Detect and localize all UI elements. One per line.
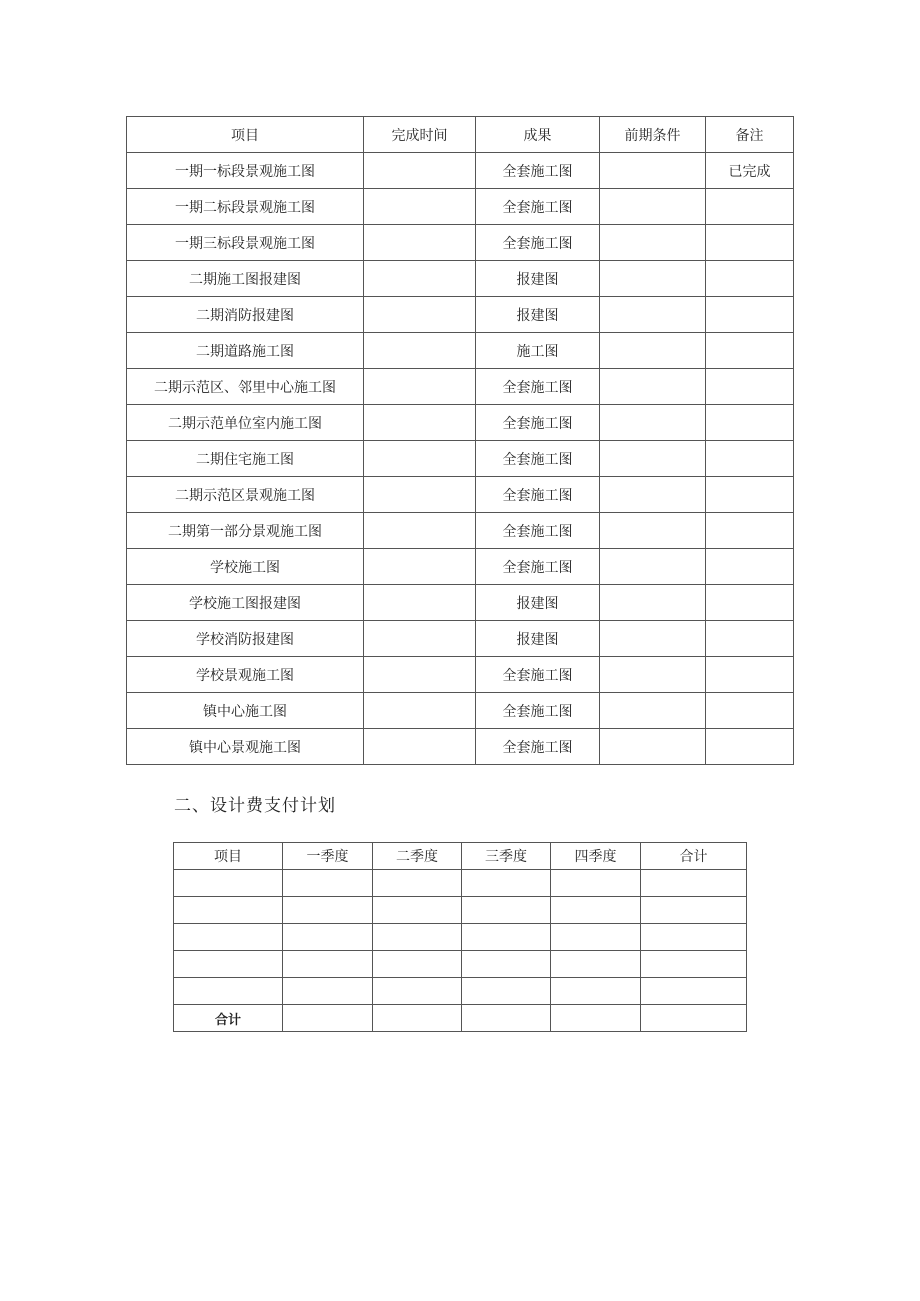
precondition-cell [600,549,706,585]
payment-cell [283,924,373,951]
note-cell: 已完成 [706,153,794,189]
payment-cell [462,924,551,951]
table-row [174,897,747,924]
note-cell [706,657,794,693]
completion-time-cell [364,333,476,369]
completion-time-cell [364,621,476,657]
payment-cell [174,924,283,951]
table-row [127,153,794,189]
result-cell: 全套施工图 [476,369,600,405]
precondition-cell [600,189,706,225]
result-cell: 全套施工图 [476,225,600,261]
precondition-cell [600,657,706,693]
payment-cell [373,870,462,897]
note-cell [706,297,794,333]
note-cell [706,261,794,297]
table-row [127,549,794,585]
completion-time-cell [364,729,476,765]
payment-cell [551,978,641,1005]
payment-cell [283,870,373,897]
payment-cell [462,870,551,897]
item-cell: 二期消防报建图 [127,297,364,333]
note-cell [706,477,794,513]
payment-plan-heading: 二、设计费支付计划 [174,796,336,816]
completion-time-cell [364,513,476,549]
item-cell: 一期二标段景观施工图 [127,189,364,225]
table-row [127,585,794,621]
note-cell [706,369,794,405]
table-row [127,621,794,657]
result-cell: 全套施工图 [476,513,600,549]
table-row [174,978,747,1005]
payment-cell [174,951,283,978]
precondition-cell [600,513,706,549]
table-row [174,951,747,978]
table-row [127,477,794,513]
result-cell: 全套施工图 [476,549,600,585]
item-cell: 二期第一部分景观施工图 [127,513,364,549]
payment-cell [373,978,462,1005]
result-cell: 全套施工图 [476,657,600,693]
item-cell: 一期一标段景观施工图 [127,153,364,189]
precondition-cell [600,405,706,441]
payment-cell [641,870,747,897]
table-row [127,297,794,333]
payment-header-q3: 三季度 [462,843,551,870]
precondition-cell [600,729,706,765]
result-cell: 全套施工图 [476,189,600,225]
payment-header-total: 合计 [641,843,747,870]
item-cell: 学校消防报建图 [127,621,364,657]
payment-cell [551,924,641,951]
payment-header-item: 项目 [174,843,283,870]
note-cell [706,585,794,621]
note-cell [706,333,794,369]
result-cell: 报建图 [476,261,600,297]
payment-header-row [174,843,747,870]
project-schedule-table [126,116,794,765]
precondition-cell [600,621,706,657]
payment-cell [641,951,747,978]
payment-cell [283,978,373,1005]
table-row [127,441,794,477]
note-cell [706,729,794,765]
result-cell: 全套施工图 [476,153,600,189]
result-cell: 报建图 [476,585,600,621]
table-row [127,189,794,225]
note-cell [706,225,794,261]
payment-cell [641,897,747,924]
precondition-cell [600,225,706,261]
item-cell: 学校施工图报建图 [127,585,364,621]
result-cell: 全套施工图 [476,729,600,765]
schedule-header-row [127,117,794,153]
precondition-cell [600,441,706,477]
header-note: 备注 [706,117,794,153]
table-row [127,405,794,441]
item-cell: 学校施工图 [127,549,364,585]
item-cell: 一期三标段景观施工图 [127,225,364,261]
payment-header-q2: 二季度 [373,843,462,870]
completion-time-cell [364,549,476,585]
payment-cell [373,951,462,978]
payment-header-q1: 一季度 [283,843,373,870]
result-cell: 报建图 [476,297,600,333]
payment-cell [174,978,283,1005]
payment-cell [373,1005,462,1032]
header-precondition: 前期条件 [600,117,706,153]
completion-time-cell [364,297,476,333]
note-cell [706,405,794,441]
item-cell: 学校景观施工图 [127,657,364,693]
completion-time-cell [364,261,476,297]
table-row [174,870,747,897]
payment-total-label: 合计 [174,1005,283,1032]
payment-cell [551,870,641,897]
result-cell: 全套施工图 [476,693,600,729]
precondition-cell [600,261,706,297]
result-cell: 全套施工图 [476,441,600,477]
completion-time-cell [364,441,476,477]
item-cell: 二期示范单位室内施工图 [127,405,364,441]
payment-cell [174,897,283,924]
result-cell: 报建图 [476,621,600,657]
header-completion-time: 完成时间 [364,117,476,153]
payment-plan-table [173,842,747,1032]
payment-cell [551,897,641,924]
completion-time-cell [364,189,476,225]
table-row [127,657,794,693]
item-cell: 二期示范区景观施工图 [127,477,364,513]
table-row [127,261,794,297]
note-cell [706,441,794,477]
item-cell: 二期道路施工图 [127,333,364,369]
completion-time-cell [364,477,476,513]
payment-cell [462,978,551,1005]
precondition-cell [600,693,706,729]
precondition-cell [600,297,706,333]
table-row [127,225,794,261]
item-cell: 镇中心施工图 [127,693,364,729]
result-cell: 全套施工图 [476,405,600,441]
payment-cell [373,924,462,951]
payment-cell [462,897,551,924]
completion-time-cell [364,405,476,441]
payment-cell [373,897,462,924]
table-row [127,333,794,369]
note-cell [706,621,794,657]
payment-cell [174,870,283,897]
payment-cell [551,951,641,978]
completion-time-cell [364,369,476,405]
note-cell [706,513,794,549]
item-cell: 二期住宅施工图 [127,441,364,477]
payment-cell [283,951,373,978]
payment-cell [462,951,551,978]
completion-time-cell [364,153,476,189]
precondition-cell [600,585,706,621]
completion-time-cell [364,225,476,261]
payment-cell [641,1005,747,1032]
completion-time-cell [364,585,476,621]
payment-cell [641,924,747,951]
table-row [127,513,794,549]
table-row [127,693,794,729]
item-cell: 二期施工图报建图 [127,261,364,297]
precondition-cell [600,369,706,405]
header-result: 成果 [476,117,600,153]
payment-header-q4: 四季度 [551,843,641,870]
table-row [174,924,747,951]
item-cell: 二期示范区、邻里中心施工图 [127,369,364,405]
completion-time-cell [364,657,476,693]
completion-time-cell [364,693,476,729]
note-cell [706,189,794,225]
precondition-cell [600,333,706,369]
payment-cell [551,1005,641,1032]
payment-cell [283,1005,373,1032]
result-cell: 施工图 [476,333,600,369]
precondition-cell [600,477,706,513]
item-cell: 镇中心景观施工图 [127,729,364,765]
table-row [127,369,794,405]
header-item: 项目 [127,117,364,153]
payment-cell [462,1005,551,1032]
note-cell [706,693,794,729]
payment-cell [641,978,747,1005]
payment-total-row [174,1005,747,1032]
table-row [127,729,794,765]
precondition-cell [600,153,706,189]
result-cell: 全套施工图 [476,477,600,513]
note-cell [706,549,794,585]
payment-cell [283,897,373,924]
